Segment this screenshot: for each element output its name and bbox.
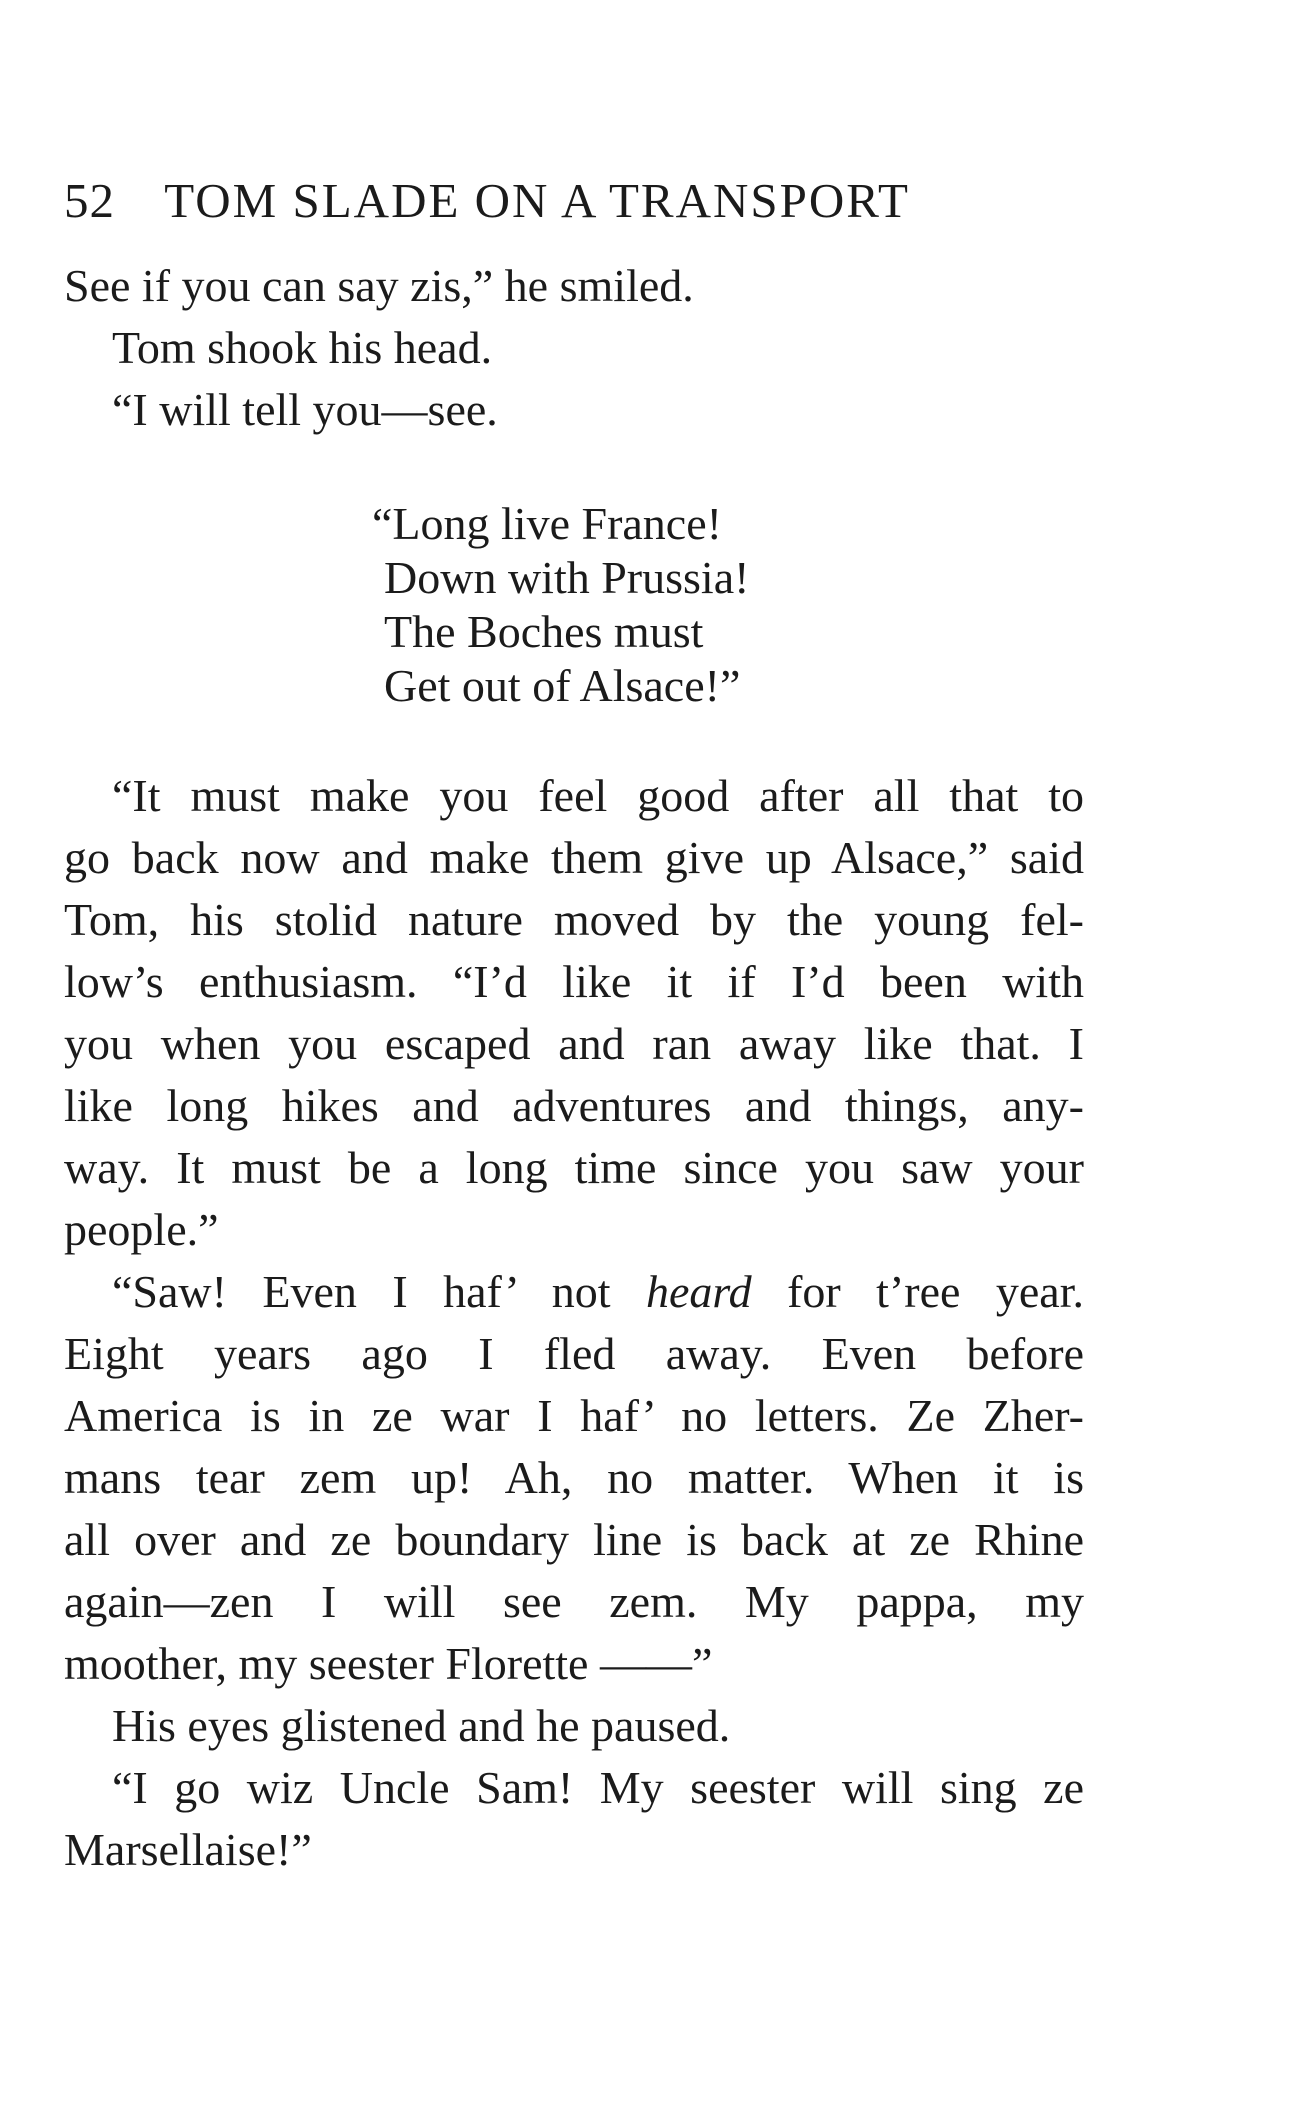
text-line: Tom, his stolid nature moved by the young fel-: [64, 894, 1084, 945]
verse-line: Down with Prussia!: [384, 552, 750, 603]
text-line: “I will tell you—see.: [112, 384, 498, 435]
text-line: again—zen I will see zem. My pappa, my: [64, 1576, 1084, 1627]
text-line: moother, my seester Florette ——”: [64, 1638, 713, 1689]
verse-line: Get out of Alsace!”: [384, 660, 741, 711]
page-header: [64, 172, 1064, 232]
text-line: His eyes glistened and he paused.: [112, 1700, 731, 1751]
verse-line: “Long live France!: [372, 498, 722, 549]
text-line: mans tear zem up! Ah, no matter. When it is: [64, 1452, 1084, 1503]
page-number: 52: [64, 173, 115, 228]
text-line: people.”: [64, 1204, 219, 1255]
verse-line: The Boches must: [384, 606, 704, 657]
text-line: low’s enthusiasm. “I’d like it if I’d been with: [64, 956, 1084, 1007]
text-line: America is in ze war I haf’ no letters. Ze Zher-: [64, 1390, 1084, 1441]
text-line: See if you can say zis,” he smiled.: [64, 260, 694, 311]
text-line: Marsellaise!”: [64, 1824, 312, 1875]
text-line: like long hikes and adventures and things, any-: [64, 1080, 1084, 1131]
text-line: “It must make you feel good after all that to: [112, 770, 1084, 821]
text-line: you when you escaped and ran away like that. I: [64, 1018, 1084, 1069]
text-line: way. It must be a long time since you saw your: [64, 1142, 1084, 1193]
text-span: for t’ree year.: [787, 1266, 1084, 1317]
text-line: all over and ze boundary line is back at ze Rhine: [64, 1514, 1084, 1565]
text-span: “Saw! Even I haf’ not: [112, 1266, 611, 1317]
text-line: [112, 1264, 1084, 1320]
text-line: Tom shook his head.: [112, 322, 493, 373]
text-line: Eight years ago I fled away. Even before: [64, 1328, 1084, 1379]
running-title: TOM SLADE ON A TRANSPORT: [164, 173, 910, 228]
text-line: “I go wiz Uncle Sam! My seester will sing ze: [112, 1762, 1084, 1813]
italic-word: heard: [646, 1266, 752, 1317]
text-line: go back now and make them give up Alsace,” said: [64, 832, 1084, 883]
